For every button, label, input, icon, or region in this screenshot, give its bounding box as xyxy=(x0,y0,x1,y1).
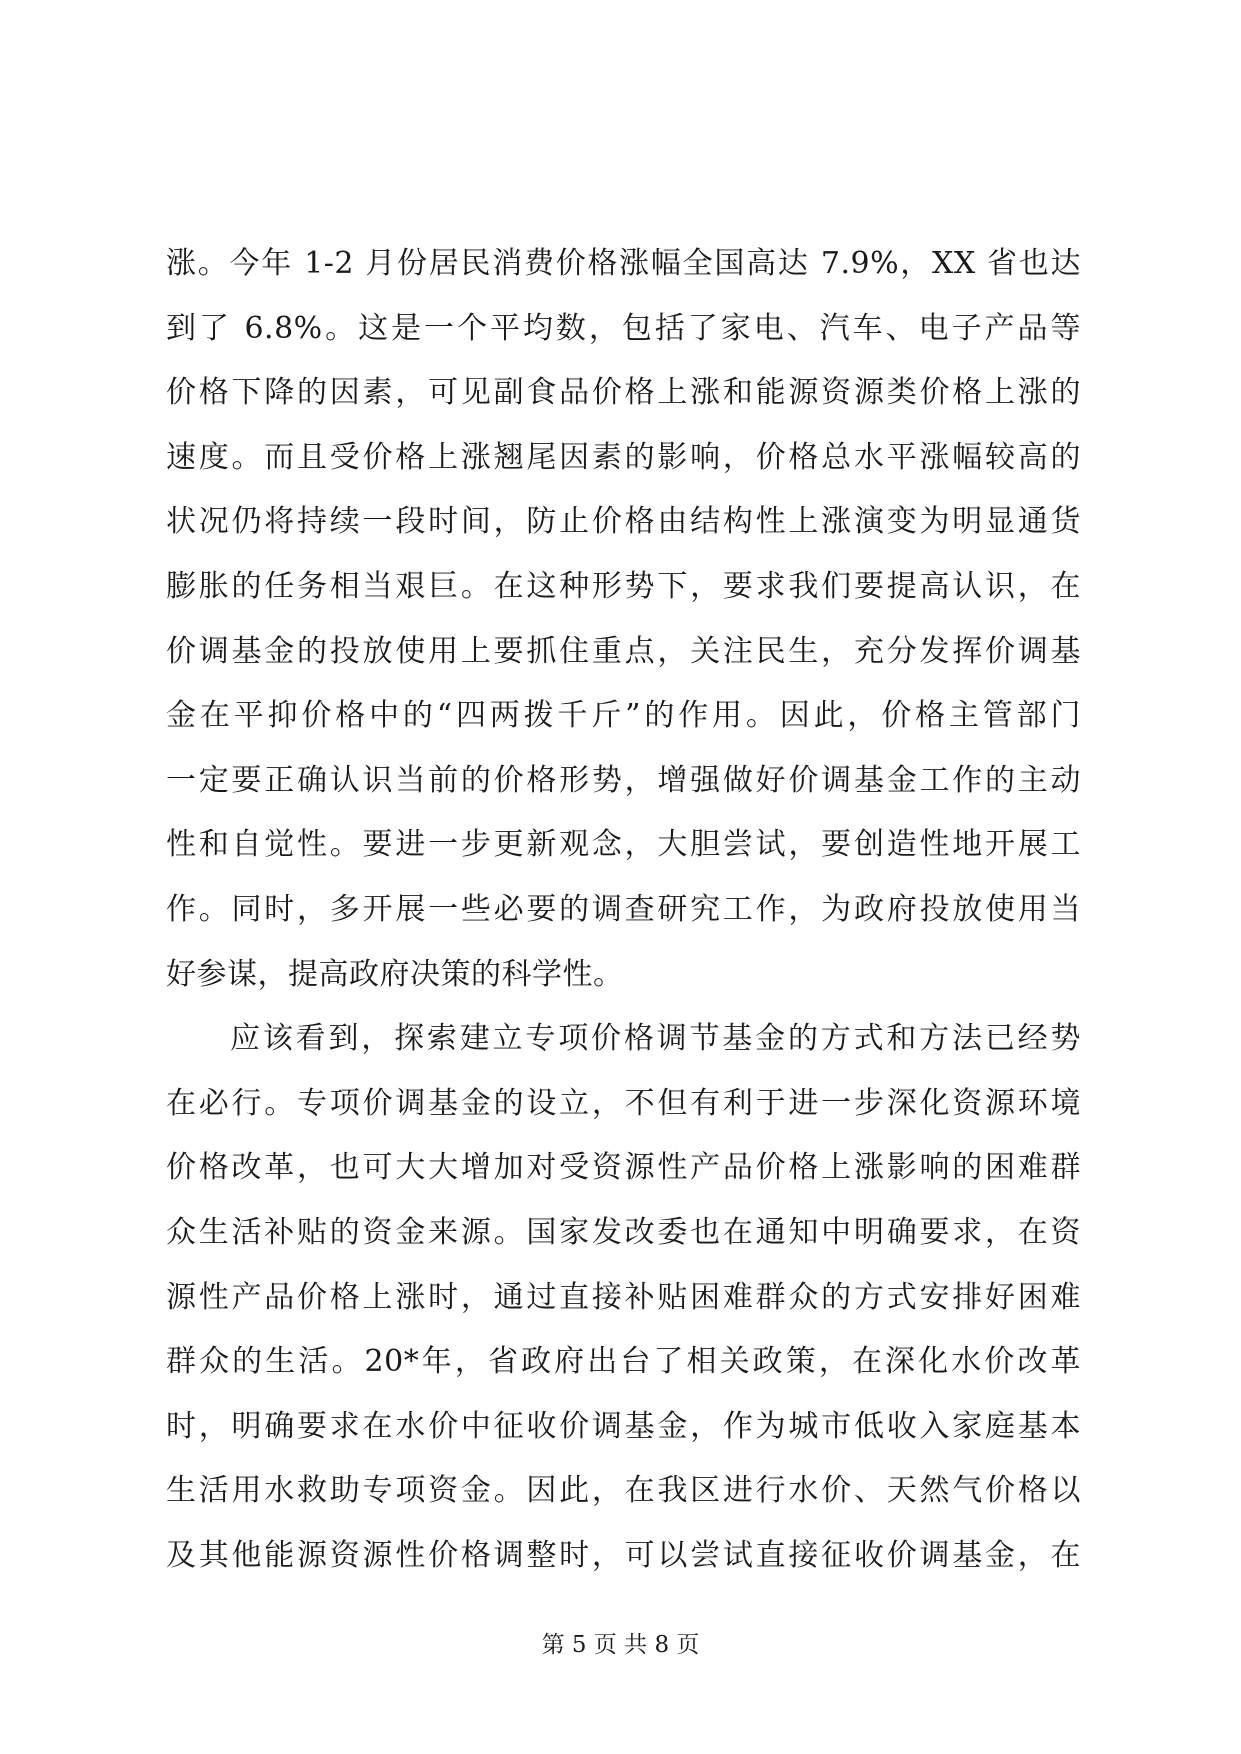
body-text xyxy=(166,232,1081,1588)
text-line: 状况仍将持续一段时间，防止价格由结构性上涨演变为明显通货 xyxy=(166,504,1081,540)
text-line: 应该看到，探索建立专项价格调节基金的方式和方法已经势 xyxy=(230,1021,1081,1057)
text-line: 价格下降的因素，可见副食品价格上涨和能源资源类价格上涨的 xyxy=(166,375,1081,411)
text-line: 及其他能源资源性价格调整时，可以尝试直接征收价调基金，在 xyxy=(166,1537,1081,1573)
text-line: 金在平抑价格中的“四两拨千斤”的作用。因此，价格主管部门 xyxy=(166,698,1081,734)
text-line: 众生活补贴的资金来源。国家发改委也在通知中明确要求，在资 xyxy=(166,1214,1081,1250)
text-line: 好参谋，提高政府决策的科学性。 xyxy=(166,956,624,992)
text-line: 涨。今年 1-2 月份居民消费价格涨幅全国高达 7.9%，XX 省也达 xyxy=(166,246,1081,281)
text-line: 价调基金的投放使用上要抓住重点，关注民生，充分发挥价调基 xyxy=(166,633,1081,669)
text-line: 生活用水救助专项资金。因此，在我区进行水价、天然气价格以 xyxy=(166,1473,1081,1509)
text-line: 群众的生活。20*年，省政府出台了相关政策，在深化水价改革 xyxy=(166,1344,1081,1380)
text-line: 速度。而且受价格上涨翘尾因素的影响，价格总水平涨幅较高的 xyxy=(166,439,1081,475)
text-line: 在必行。专项价调基金的设立，不但有利于进一步深化资源环境 xyxy=(166,1085,1081,1121)
paragraph-1 xyxy=(166,232,1081,1007)
text-line: 性和自觉性。要进一步更新观念，大胆尝试，要创造性地开展工 xyxy=(166,827,1081,863)
text-line: 作。同时，多开展一些必要的调查研究工作，为政府投放使用当 xyxy=(166,891,1081,927)
text-line: 到了 6.8%。这是一个平均数，包括了家电、汽车、电子产品等 xyxy=(166,310,1081,346)
text-line: 价格改革，也可大大增加对受资源性产品价格上涨影响的困难群 xyxy=(166,1150,1081,1186)
text-line: 源性产品价格上涨时，通过直接补贴困难群众的方式安排好困难 xyxy=(166,1279,1081,1315)
text-line: 时，明确要求在水价中征收价调基金，作为城市低收入家庭基本 xyxy=(166,1408,1081,1444)
text-line: 膨胀的任务相当艰巨。在这种形势下，要求我们要提高认识，在 xyxy=(166,568,1081,604)
paragraph-2 xyxy=(166,1007,1081,1588)
page-number-footer: 第 5 页 共 8 页 xyxy=(541,1632,700,1658)
text-line: 一定要正确认识当前的价格形势，增强做好价调基金工作的主动 xyxy=(166,762,1081,798)
